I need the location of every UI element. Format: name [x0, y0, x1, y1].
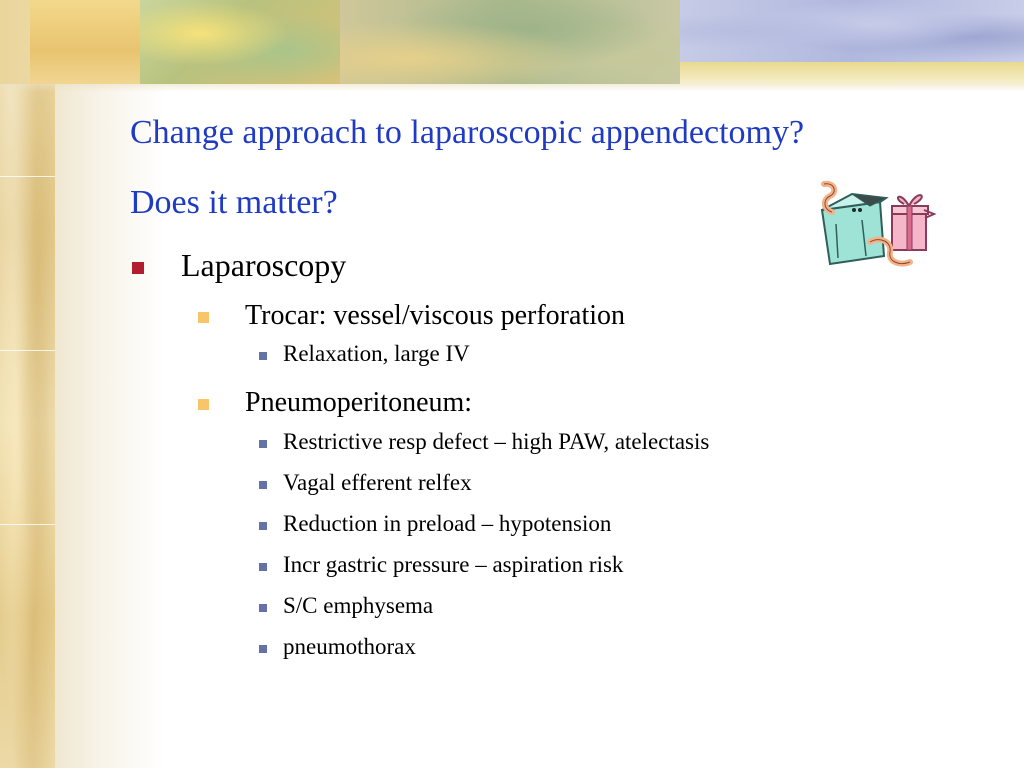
banner-tile — [680, 0, 1024, 62]
square-bullet-icon — [198, 312, 209, 323]
bullet-item — [128, 547, 948, 588]
bullet-item — [128, 294, 948, 336]
top-decorative-banner — [0, 0, 1024, 84]
bullet-text: Incr gastric pressure – aspiration risk — [283, 552, 624, 577]
square-bullet-icon — [259, 645, 267, 653]
bullet-text: Relaxation, large IV — [283, 341, 470, 366]
banner-tile — [140, 0, 340, 84]
banner-fade — [0, 84, 1024, 92]
bullet-text: Pneumoperitoneum: — [245, 387, 473, 418]
strip-divider — [0, 176, 55, 177]
bullet-item — [128, 506, 948, 547]
strip-divider — [0, 524, 55, 525]
bullet-item — [128, 465, 948, 506]
bullet-item — [128, 377, 948, 424]
bullet-text: Trocar: vessel/viscous perforation — [245, 300, 625, 331]
title-line-2: Does it matter? — [130, 184, 338, 221]
bullet-text: Restrictive resp defect – high PAW, atelectasis — [283, 429, 710, 454]
bullet-item — [128, 424, 948, 465]
square-bullet-icon — [259, 440, 267, 448]
square-bullet-icon — [259, 522, 267, 530]
bullet-item — [128, 588, 948, 629]
bullet-text: Laparoscopy — [181, 247, 347, 283]
bullet-list — [128, 244, 948, 670]
bullet-text: Reduction in preload – hypotension — [283, 511, 612, 536]
square-bullet-icon — [259, 352, 267, 360]
left-decorative-strip — [0, 0, 55, 768]
title-line-1: Change approach to laparoscopic appendectomy? — [130, 114, 805, 151]
bullet-item — [128, 244, 948, 294]
bullet-text: Vagal efferent relfex — [283, 470, 472, 495]
strip-divider — [0, 350, 55, 351]
banner-tile — [30, 0, 140, 84]
square-bullet-icon — [132, 262, 144, 274]
square-bullet-icon — [259, 604, 267, 612]
banner-tile — [340, 0, 680, 84]
bullet-text: pneumothorax — [283, 634, 416, 659]
bullet-item — [128, 629, 948, 670]
square-bullet-icon — [259, 563, 267, 571]
bullet-item — [128, 336, 948, 377]
square-bullet-icon — [259, 481, 267, 489]
bullet-text: S/C emphysema — [283, 593, 434, 618]
banner-tile — [680, 62, 1024, 84]
square-bullet-icon — [198, 399, 209, 410]
